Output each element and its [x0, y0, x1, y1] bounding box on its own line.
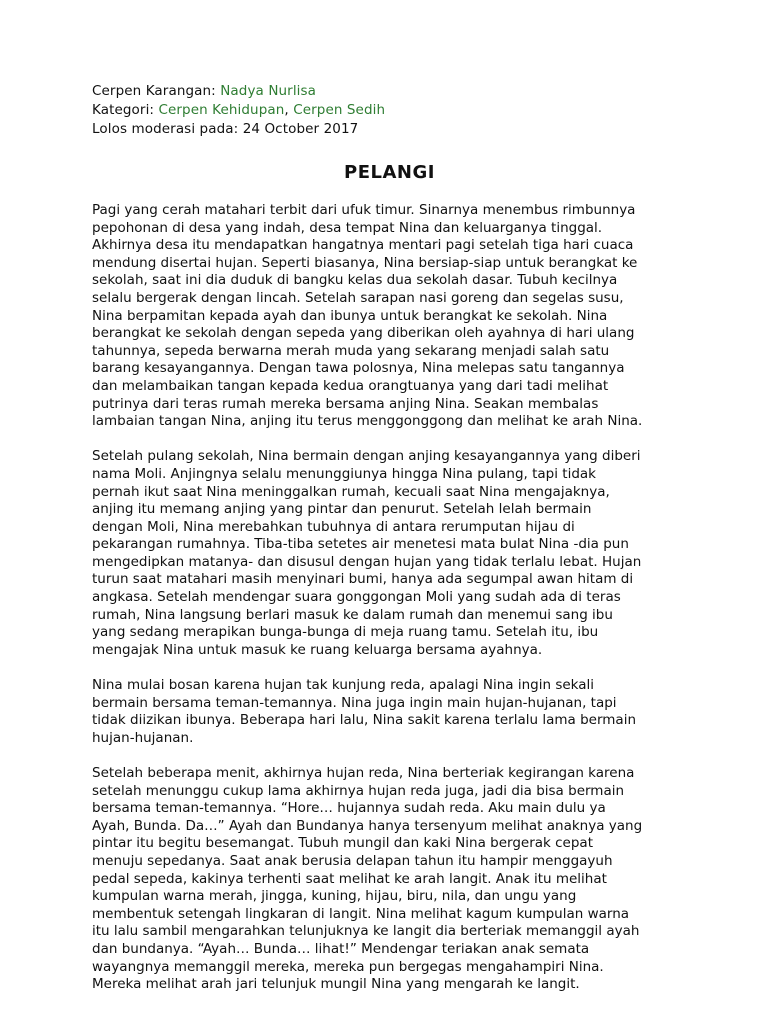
paragraph-line: pedal sepeda, kakinya terhenti saat melihat ke arah langit. Anak itu melihat — [92, 870, 607, 887]
paragraph-line: barang kesayangannya. Dengan tawa polosnya, Nina melepas satu tangannya — [92, 360, 625, 377]
category-separator: , — [284, 102, 294, 118]
paragraph-line: Pagi yang cerah matahari terbit dari ufuk timur. Sinarnya menembus rimbunnya — [92, 202, 636, 218]
paragraph-line: selalu bergerak dengan lincah. Setelah sarapan nasi goreng dan segelas susu, — [92, 289, 624, 306]
paragraph-line: Nina mulai bosan karena hujan tak kunjung reda, apalagi Nina ingin sekali — [92, 677, 595, 694]
paragraph-line: Akhirnya desa itu mendapatkan hangatnya mentari pagi setelah tiga hari cuaca — [92, 237, 634, 254]
moderation-date-line — [92, 120, 687, 139]
moderation-date-label: Lolos moderasi pada: — [92, 121, 243, 137]
paragraph-line: kumpulan warna merah, jingga, kuning, hijau, biru, nila, dan ungu yang — [92, 888, 577, 905]
paragraph-line: lambaian tangan Nina, anjing itu terus menggonggong dan melihat ke arah Nina. — [92, 413, 643, 430]
paragraph-line: itu lalu sambil mengarahkan telunjuknya ke langit dia berteriak memanggil ayah — [92, 923, 640, 940]
paragraph-line: sekolah, saat ini dia duduk di bangku kelas dua sekolah dasar. Tubuh kecilnya — [92, 272, 618, 289]
story-paragraph — [92, 448, 687, 659]
story-body — [92, 202, 687, 994]
paragraph-line: mendung disertai hujan. Seperti biasanya, Nina bersiap-siap untuk berangkat ke — [92, 254, 638, 271]
paragraph-line: dengan Moli, Nina merebahkan tubuhnya di antara rerumputan hijau di — [92, 518, 575, 535]
paragraph-line: Setelah beberapa menit, akhirnya hujan reda, Nina berteriak kegirangan karena — [92, 765, 635, 781]
author-link[interactable]: Nadya Nurlisa — [220, 83, 317, 99]
paragraph-line: membentuk setengah lingkaran di langit. Nina melihat kagum kumpulan warna — [92, 905, 630, 922]
paragraph-line: dan melambaikan tangan kepada kedua orangtuanya yang dari tadi melihat — [92, 377, 609, 394]
category-link-sedih[interactable]: Cerpen Sedih — [293, 102, 386, 118]
story-paragraph — [92, 202, 687, 431]
paragraph-line: mengedipkan matanya- dan disusul dengan hujan yang tidak terlalu lebat. Hujan — [92, 553, 642, 570]
paragraph-line: tahunnya, sepeda berwarna merah muda yang sekarang menjadi salah satu — [92, 342, 610, 359]
paragraph-line: tidak diizikan ibunya. Beberapa hari lalu, Nina sakit karena terlalu lama bermain — [92, 712, 637, 729]
paragraph-line: angkasa. Setelah mendengar suara gonggongan Moli yang sudah ada di teras — [92, 589, 621, 606]
moderation-date: 24 October 2017 — [242, 121, 359, 137]
paragraph-line: Ayah, Bunda. Da…” Ayah dan Bundanya hanya tersenyum melihat anaknya yang — [92, 817, 643, 834]
paragraph-line: yang sedang merapikan bunga-bunga di meja ruang tamu. Setelah itu, ibu — [92, 624, 599, 641]
paragraph-line: dan bundanya. “Ayah… Bunda… lihat!” Mendengar teriakan anak semata — [92, 940, 590, 957]
document-page — [92, 82, 687, 1011]
paragraph-line: Mereka melihat arah jari telunjuk mungil Nina yang mengarah ke langit. — [92, 976, 580, 993]
paragraph-line: putrinya dari teras rumah mereka bersama anjing Nina. Seakan membalas — [92, 395, 599, 412]
author-line — [92, 82, 687, 101]
paragraph-line: anjing itu memang anjing yang pintar dan penurut. Setelah lelah bermain — [92, 501, 592, 518]
paragraph-line: bermain bersama teman-temannya. Nina juga ingin main hujan-hujanan, tapi — [92, 694, 617, 711]
category-line — [92, 101, 687, 120]
story-paragraph — [92, 765, 687, 994]
paragraph-line: menuju sepedanya. Saat anak berusia delapan tahun itu hampir menggayuh — [92, 852, 613, 869]
story-paragraph — [92, 677, 687, 747]
paragraph-line: turun saat matahari masih menyinari bumi, hanya ada segumpal awan hitam di — [92, 571, 634, 588]
paragraph-line: Setelah pulang sekolah, Nina bermain dengan anjing kesayangannya yang diberi — [92, 448, 641, 465]
paragraph-line: pintar itu begitu besemangat. Tubuh mungil dan kaki Nina bergerak cepat — [92, 835, 594, 852]
paragraph-line: pernah ikut saat Nina meninggalkan rumah, kecuali saat Nina mengajaknya, — [92, 483, 610, 500]
paragraph-line: setelah menunggu cukup lama akhirnya hujan reda juga, jadi dia bisa bermain — [92, 782, 625, 799]
paragraph-line: mengajak Nina untuk masuk ke ruang keluarga bersama ayahnya. — [92, 641, 543, 658]
paragraph-line: wayangnya memanggil mereka, mereka pun bergegas mengahampiri Nina. — [92, 958, 604, 975]
paragraph-line: pekarangan rumahnya. Tiba-tiba setetes air menetesi mata bulat Nina -dia pun — [92, 536, 629, 553]
author-label: Cerpen Karangan: — [92, 83, 221, 99]
paragraph-line: Nina berpamitan kepada ayah dan ibunya untuk berangkat ke sekolah. Nina — [92, 307, 608, 324]
paragraph-line: nama Moli. Anjingnya selalu menunggiunya hingga Nina pulang, tapi tidak — [92, 465, 596, 482]
paragraph-line: pepohonan di desa yang indah, desa tempat Nina dan keluarganya tinggal. — [92, 219, 603, 236]
paragraph-line: bersama teman-temannya. “Hore… hujannya sudah reda. Aku main dulu ya — [92, 800, 606, 817]
category-link-kehidupan[interactable]: Cerpen Kehidupan — [158, 102, 285, 118]
paragraph-line: hujan-hujanan. — [92, 729, 194, 746]
category-label: Kategori: — [92, 102, 159, 118]
story-title: PELANGI — [344, 162, 435, 183]
paragraph-line: rumah, Nina langsung berlari masuk ke dalam rumah dan menemui sang ibu — [92, 606, 613, 623]
paragraph-line: berangkat ke sekolah dengan sepeda yang diberikan oleh ayahnya di hari ulang — [92, 325, 635, 342]
story-meta — [92, 82, 687, 139]
